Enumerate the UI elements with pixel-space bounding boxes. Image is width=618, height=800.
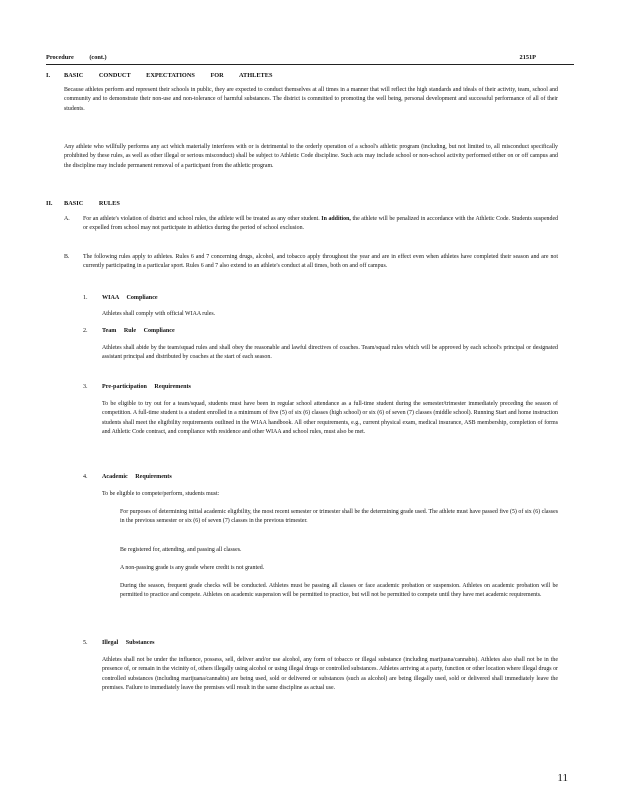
section-1-paragraph-2: Any athlete who willfully performs any act which materially interferes with or is detrimental to the orderly operation of a school's athletic program (including, but not limited to, all misconduct specifically prohibited by these rules, as well as other illegal or serious misconduct) shall be subject to Athletic Code discipline. Such acts may include school or non-school activity performed either on or off campus and the discipline may include permanent removal of a participant from the athletic program.	[64, 144, 558, 169]
academic-bullet-4-text: During the season, frequent grade checks will be conducted. Athletes must be passing all classes or face academic probation or suspension. Athletes on academic probation will be permitted to practice and compete. Athletes on academic suspension will be permitted to practice, but will not be permitted to compete until they have met academic requirements.	[120, 583, 558, 599]
subrule-1-heading	[83, 295, 158, 301]
header-left	[46, 54, 107, 61]
section-1-number: I.	[46, 72, 51, 79]
academic-bullet-3-text: A non-passing grade is any grade where credit is not granted.	[120, 565, 265, 571]
subrule-4-title: Academic Requirements	[102, 474, 172, 480]
subrule-3-title: Pre-participation Requirements	[102, 384, 191, 390]
subrule-4-text: To be eligible to compete/perform, students must:	[102, 491, 220, 497]
subrule-1-title: WIAA Compliance	[102, 295, 158, 301]
section-1-paragraph-1: Because athletes perform and represent their schools in public, they are expected to conduct themselves at all times in a manner that will reflect the high standards and ideals of their activity, team, school and community and to demonstrate their non-use and non-tolerance of harmful substances. The district is committed to promoting the well being, personal development and successful performance of all of their students.	[64, 87, 558, 112]
academic-bullet-1-text: For purposes of determining initial academic eligibility, the most recent semester or trimester shall be the determining grade used. The athlete must have passed five (5) of six (6) classes in the previous semester or six (6) of seven (7) classes in the previous trimester.	[120, 509, 558, 525]
page-header	[46, 52, 574, 65]
rule-item-a-text-start: For an athlete's violation of district and school rules, the athlete will be treated as any other student.	[83, 216, 320, 222]
procedure-label: Procedure	[46, 54, 74, 61]
section-2-heading	[46, 200, 120, 207]
subrule-3-number: 3.	[83, 384, 88, 390]
section-1-title: BASIC CONDUCT EXPECTATIONS FOR ATHLETES	[64, 72, 273, 79]
subrule-5-title: Illegal Substances	[102, 640, 155, 646]
section-2-number: II.	[46, 200, 53, 207]
subrule-2-text: Athletes shall abide by the team/squad rules and shall obey the reasonable and lawful directives of coaches. Team/squad rules which will be approved by each school's principal or designated assistant principal and distributed by coaches at the start of each season.	[102, 345, 558, 361]
page-number: 11	[557, 772, 568, 784]
subrule-2-title: Team Rule Compliance	[102, 328, 175, 334]
academic-bullet-1	[102, 508, 558, 538]
cont-label: (cont.)	[89, 54, 107, 61]
section-1-heading	[46, 72, 272, 79]
subrule-5-heading	[83, 640, 155, 646]
subrule-2-heading	[83, 328, 175, 334]
section-2-title: BASIC RULES	[64, 200, 120, 207]
rule-item-a-letter: A.	[64, 216, 70, 222]
academic-bullet-2-text: Be registered for, attending, and passing all classes.	[120, 547, 242, 553]
subrule-3-text: To be eligible to try out for a team/squad, students must have been in regular school attendance as a full-time student during the semester/trimester immediately preceding the season of competition. A full-time student is a student enrolled in a minimum of five (5) of six (6) classes (high school) or six (6) of seven (7) classes (middle school). Running Start and home instruction students shall meet the eligibility requirements outlined in the WIAA handbook. All other requirements, e.g., current physical exam, medical insurance, ASB membership, completion of forms and Athletic Code contract, and compliance with residence and other WIAA and school rules, must also be met.	[102, 401, 558, 436]
rule-item-b-letter: B.	[64, 254, 70, 260]
rule-item-b-text: The following rules apply to athletes. Rules 6 and 7 concerning drugs, alcohol, and tobacco apply throughout the year and are in effect even when athletes have completed their season and are not currently participating in a particular sport. Rules 6 and 7 also extend to an athlete's conduct at all times, both on and off campus.	[83, 254, 558, 270]
academic-bullet-4	[102, 582, 558, 622]
subrule-5-number: 5.	[83, 640, 88, 646]
rule-item-a	[64, 215, 558, 245]
subrule-4-heading	[83, 474, 172, 480]
academic-bullet-2	[102, 546, 558, 556]
policy-code: 2151P	[519, 54, 536, 61]
rule-item-b	[64, 253, 558, 283]
subrule-1-text: Athletes shall comply with official WIAA rules.	[102, 311, 216, 317]
subrule-5-text: Athletes shall not be under the influence, possess, sell, deliver and/or use alcohol, any form of tobacco or illegal substance (including marijuana/cannabis). Athletes also shall not be in the presence of, or remain in the vicinity of, others illegally using alcohol or using illegal drugs or controlled substances. Athletes arriving at a party, function or other location where illegal drugs or controlled substances (including marijuana/cannabis) are being used, sold or delivered or substances (such as alcohol) are being illegally used, sold or delivered shall immediately leave the premises. Failure to immediately leave the premises will result in the same discipline as actual use.	[102, 657, 558, 692]
subrule-3-heading	[83, 384, 191, 390]
subrule-4-number: 4.	[83, 474, 88, 480]
subrule-1-number: 1.	[83, 295, 88, 301]
academic-bullet-3	[102, 564, 558, 574]
rule-item-a-text	[83, 215, 558, 234]
rule-item-a-emphasis: In addition,	[321, 216, 351, 222]
subrule-2-number: 2.	[83, 328, 88, 334]
rule-item-a-text-end: the athlete will be penalized in accordance with the Athletic Code. Students suspended or expelled from school may not participate in athletics during the period of school exclusion.	[83, 216, 559, 232]
